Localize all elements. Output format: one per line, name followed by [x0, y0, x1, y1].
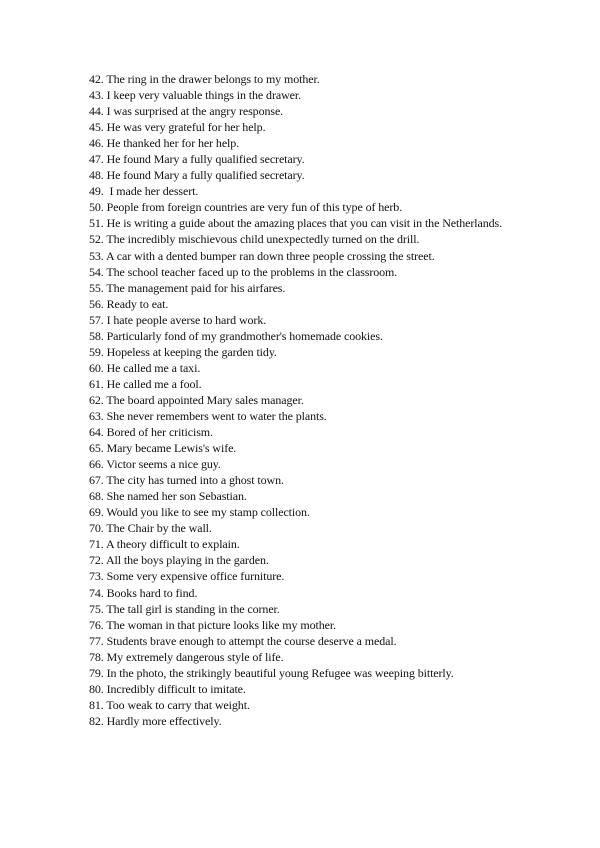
list-item: 68. She named her son Sebastian. — [89, 489, 247, 504]
list-item: 55. The management paid for his airfares. — [89, 280, 286, 295]
list-item: 61. He called me a fool. — [89, 376, 202, 391]
list-item: 64. Bored of her criticism. — [89, 425, 213, 440]
list-item: 62. The board appointed Mary sales manager. — [89, 392, 304, 407]
list-item: 50. People from foreign countries are very fun of this type of herb. — [89, 200, 403, 215]
list-item: 70. The Chair by the wall. — [89, 521, 212, 536]
list-item: 56. Ready to eat. — [89, 296, 169, 311]
list-item: 51. He is writing a guide about the amazing places that you can visit in the Netherlands. — [89, 216, 502, 231]
list-item: 53. A car with a dented bumper ran down three people crossing the street. — [89, 248, 435, 263]
list-item: 71. A theory difficult to explain. — [89, 537, 240, 552]
list-item: 82. Hardly more effectively. — [89, 713, 222, 728]
list-item: 76. The woman in that picture looks like my mother. — [89, 617, 336, 632]
list-item: 44. I was surprised at the angry response. — [89, 104, 284, 119]
list-item: 45. He was very grateful for her help. — [89, 120, 266, 135]
list-item: 43. I keep very valuable things in the drawer. — [89, 88, 301, 103]
list-item: 59. Hopeless at keeping the garden tidy. — [89, 344, 277, 359]
list-item: 60. He called me a taxi. — [89, 360, 201, 375]
list-item: 46. He thanked her for her help. — [89, 136, 240, 151]
list-item: 78. My extremely dangerous style of life. — [89, 649, 284, 664]
list-item: 66. Victor seems a nice guy. — [89, 457, 221, 472]
list-item: 67. The city has turned into a ghost town. — [89, 473, 284, 488]
sentence-list — [89, 71, 502, 729]
list-item: 81. Too weak to carry that weight. — [89, 697, 250, 712]
list-item: 69. Would you like to see my stamp collection. — [89, 505, 310, 520]
list-item: 77. Students brave enough to attempt the course deserve a medal. — [89, 633, 397, 648]
list-item: 74. Books hard to find. — [89, 585, 198, 600]
list-item: 57. I hate people averse to hard work. — [89, 312, 267, 327]
list-item: 65. Mary became Lewis's wife. — [89, 441, 237, 456]
list-item: 79. In the photo, the strikingly beautiful young Refugee was weeping bitterly. — [89, 665, 454, 680]
list-item: 80. Incredibly difficult to imitate. — [89, 681, 246, 696]
list-item: 58. Particularly fond of my grandmother's homemade cookies. — [89, 328, 383, 343]
list-item: 72. All the boys playing in the garden. — [89, 553, 269, 568]
list-item: 47. He found Mary a fully qualified secretary. — [89, 152, 305, 167]
list-item: 54. The school teacher faced up to the problems in the classroom. — [89, 264, 398, 279]
list-item: 52. The incredibly mischievous child unexpectedly turned on the drill. — [89, 232, 420, 247]
list-item: 73. Some very expensive office furniture. — [89, 569, 285, 584]
list-item: 42. The ring in the drawer belongs to my mother. — [89, 72, 320, 86]
list-item: 48. He found Mary a fully qualified secretary. — [89, 168, 305, 183]
list-item: 63. She never remembers went to water the plants. — [89, 408, 327, 423]
list-item: 49. I made her dessert. — [89, 184, 199, 199]
list-item: 75. The tall girl is standing in the corner. — [89, 601, 280, 616]
